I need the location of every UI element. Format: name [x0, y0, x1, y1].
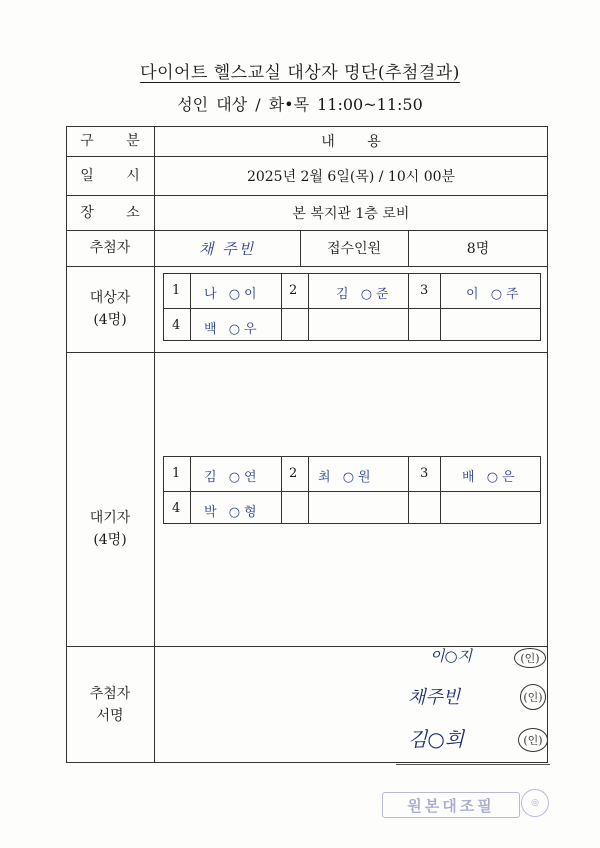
signer-handwritten-name: 채주빈: [408, 687, 461, 708]
document-title: 다이어트 헬스교실 대상자 명단(추첨결과): [140, 63, 460, 83]
applicants-label: 접수인원: [326, 241, 382, 257]
signer-handwritten-name: 이○지: [430, 647, 473, 665]
waiting-no: 3: [420, 466, 429, 481]
place-value: 본 복지관 1층 로비: [292, 205, 410, 222]
grid-col-divider: [408, 456, 409, 524]
waiting-name: 박 ○형: [204, 505, 261, 520]
signature-underline: [396, 764, 550, 765]
grid-col-divider: [308, 273, 309, 341]
drawer-handwritten-name: 채 주빈: [198, 239, 256, 258]
applicants-value: 8명: [466, 241, 490, 257]
signer-seal: (인): [518, 728, 548, 752]
date-label: 일 시: [80, 167, 154, 184]
signer-seal: (인): [520, 684, 546, 710]
round-seal-icon: ◎: [521, 789, 549, 817]
grid-row-divider: [163, 308, 541, 309]
waiting-name: 최 ○원: [318, 470, 375, 485]
grid-col-divider: [281, 273, 282, 341]
certified-copy-stamp: 원본대조필: [382, 792, 520, 818]
signer-handwritten-name: 김○희: [408, 727, 465, 751]
waiting-no: 4: [172, 501, 181, 516]
signer-seal: (인): [514, 648, 546, 668]
grid-col-divider: [281, 456, 282, 524]
grid-col-divider: [308, 456, 309, 524]
document-subtitle: 성인 대상 / 화•목 11:00~11:50: [177, 95, 423, 114]
grid-col-divider: [190, 273, 191, 341]
selected-no: 1: [172, 283, 181, 298]
place-label: 장 소: [80, 204, 154, 221]
grid-col-divider: [408, 273, 409, 341]
selected-name: 김 ○준: [336, 287, 393, 302]
date-value: 2025년 2월 6일(목) / 10시 00분: [246, 168, 456, 185]
content-label: 내 용: [321, 134, 395, 150]
selected-name: 백 ○우: [204, 322, 261, 337]
waiting-no: 2: [289, 466, 298, 481]
waiting-no: 1: [172, 466, 181, 481]
selected-name: 나 ○이: [204, 287, 261, 302]
drawer-label: 추첨자: [89, 240, 131, 256]
selected-name: 이 ○주: [466, 287, 523, 302]
selected-no: 2: [289, 283, 298, 298]
grid-row-divider: [163, 491, 541, 492]
signature-label: 추첨자 서명: [89, 685, 131, 724]
grid-col-divider: [190, 456, 191, 524]
division-label: 구 분: [80, 133, 154, 149]
selected-no: 3: [420, 283, 429, 298]
waiting-name: 김 ○연: [204, 470, 261, 485]
grid-col-divider: [440, 273, 441, 341]
selected-label: 대상자 (4명): [89, 290, 131, 328]
grid-col-divider: [440, 456, 441, 524]
waiting-label: 대기자 (4명): [89, 510, 131, 548]
selected-no: 4: [172, 318, 181, 333]
waiting-name: 배 ○은: [462, 470, 519, 485]
